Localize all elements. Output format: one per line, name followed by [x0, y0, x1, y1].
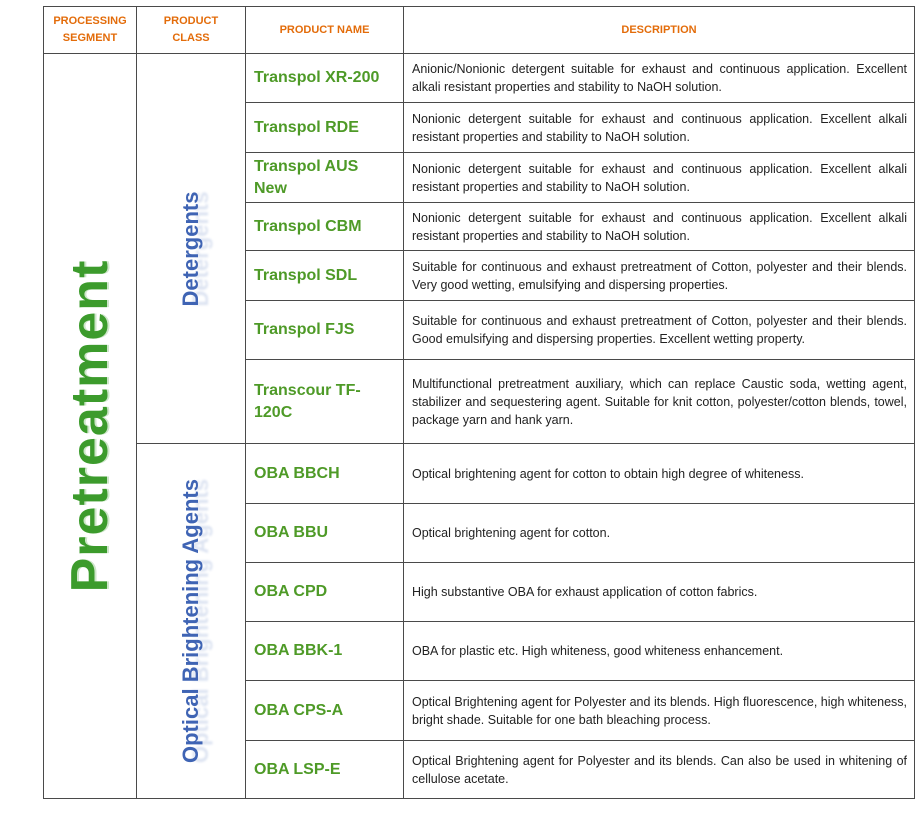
product-name: Transcour TF-120C	[246, 360, 404, 444]
product-description: Optical Brightening agent for Polyester and its blends. High fluorescence, high whiteness, bright shade. Suitable for one bath bleaching process.	[404, 681, 915, 741]
product-name: Transpol XR-200	[246, 54, 404, 103]
product-description: Multifunctional pretreatment auxiliary, which can replace Caustic soda, wetting agent, stabilizer and sequestering agent. Suitable for knit cotton, polyester/cotton blends, towel, package yarn and hank yarn.	[404, 360, 915, 444]
table-row	[44, 54, 915, 103]
product-description: Suitable for continuous and exhaust pretreatment of Cotton, polyester and their blends. Good emulsifying and dispersing properties. Excellent wetting property.	[404, 301, 915, 360]
product-name: Transpol CBM	[246, 203, 404, 251]
product-description: Anionic/Nonionic detergent suitable for exhaust and continuous application. Excellent alkali resistant properties and stability to NaOH solution.	[404, 54, 915, 103]
header-description: DESCRIPTION	[404, 7, 915, 54]
header-row	[44, 7, 915, 54]
product-description: Nonionic detergent suitable for exhaust and continuous application. Excellent alkali resistant properties and stability to NaOH solution.	[404, 103, 915, 153]
product-description: High substantive OBA for exhaust application of cotton fabrics.	[404, 563, 915, 622]
product-name: OBA CPD	[246, 563, 404, 622]
product-name: Transpol FJS	[246, 301, 404, 360]
product-name: OBA BBU	[246, 504, 404, 563]
product-description: OBA for plastic etc. High whiteness, good whiteness enhancement.	[404, 622, 915, 681]
product-name: OBA LSP-E	[246, 741, 404, 799]
segment-label: Pretreatment	[61, 259, 119, 593]
product-name: OBA CPS-A	[246, 681, 404, 741]
class-label-detergents: Detergents	[178, 191, 203, 306]
product-name: OBA BBK-1	[246, 622, 404, 681]
product-table	[43, 6, 915, 799]
product-description: Nonionic detergent suitable for exhaust and continuous application. Excellent alkali resistant properties and stability to NaOH solution.	[404, 203, 915, 251]
header-product-class: PRODUCT CLASS	[137, 7, 246, 54]
product-description: Nonionic detergent suitable for exhaust and continuous application. Excellent alkali resistant properties and stability to NaOH solution.	[404, 153, 915, 203]
product-name: Transpol RDE	[246, 103, 404, 153]
class-cell-oba	[137, 444, 246, 799]
class-label-oba: Optical Brightening Agents	[178, 479, 203, 763]
segment-cell	[44, 54, 137, 799]
product-description: Suitable for continuous and exhaust pretreatment of Cotton, polyester and their blends. Very good wetting, emulsifying and dispersing properties.	[404, 251, 915, 301]
product-description: Optical Brightening agent for Polyester and its blends. Can also be used in whitening of cellulose acetate.	[404, 741, 915, 799]
header-product-name: PRODUCT NAME	[246, 7, 404, 54]
product-description: Optical brightening agent for cotton.	[404, 504, 915, 563]
table-row	[44, 444, 915, 504]
product-name: Transpol AUS New	[246, 153, 404, 203]
product-name: OBA BBCH	[246, 444, 404, 504]
product-name: Transpol SDL	[246, 251, 404, 301]
product-description: Optical brightening agent for cotton to obtain high degree of whiteness.	[404, 444, 915, 504]
header-processing-segment: PROCESSING SEGMENT	[44, 7, 137, 54]
class-cell-detergents	[137, 54, 246, 444]
